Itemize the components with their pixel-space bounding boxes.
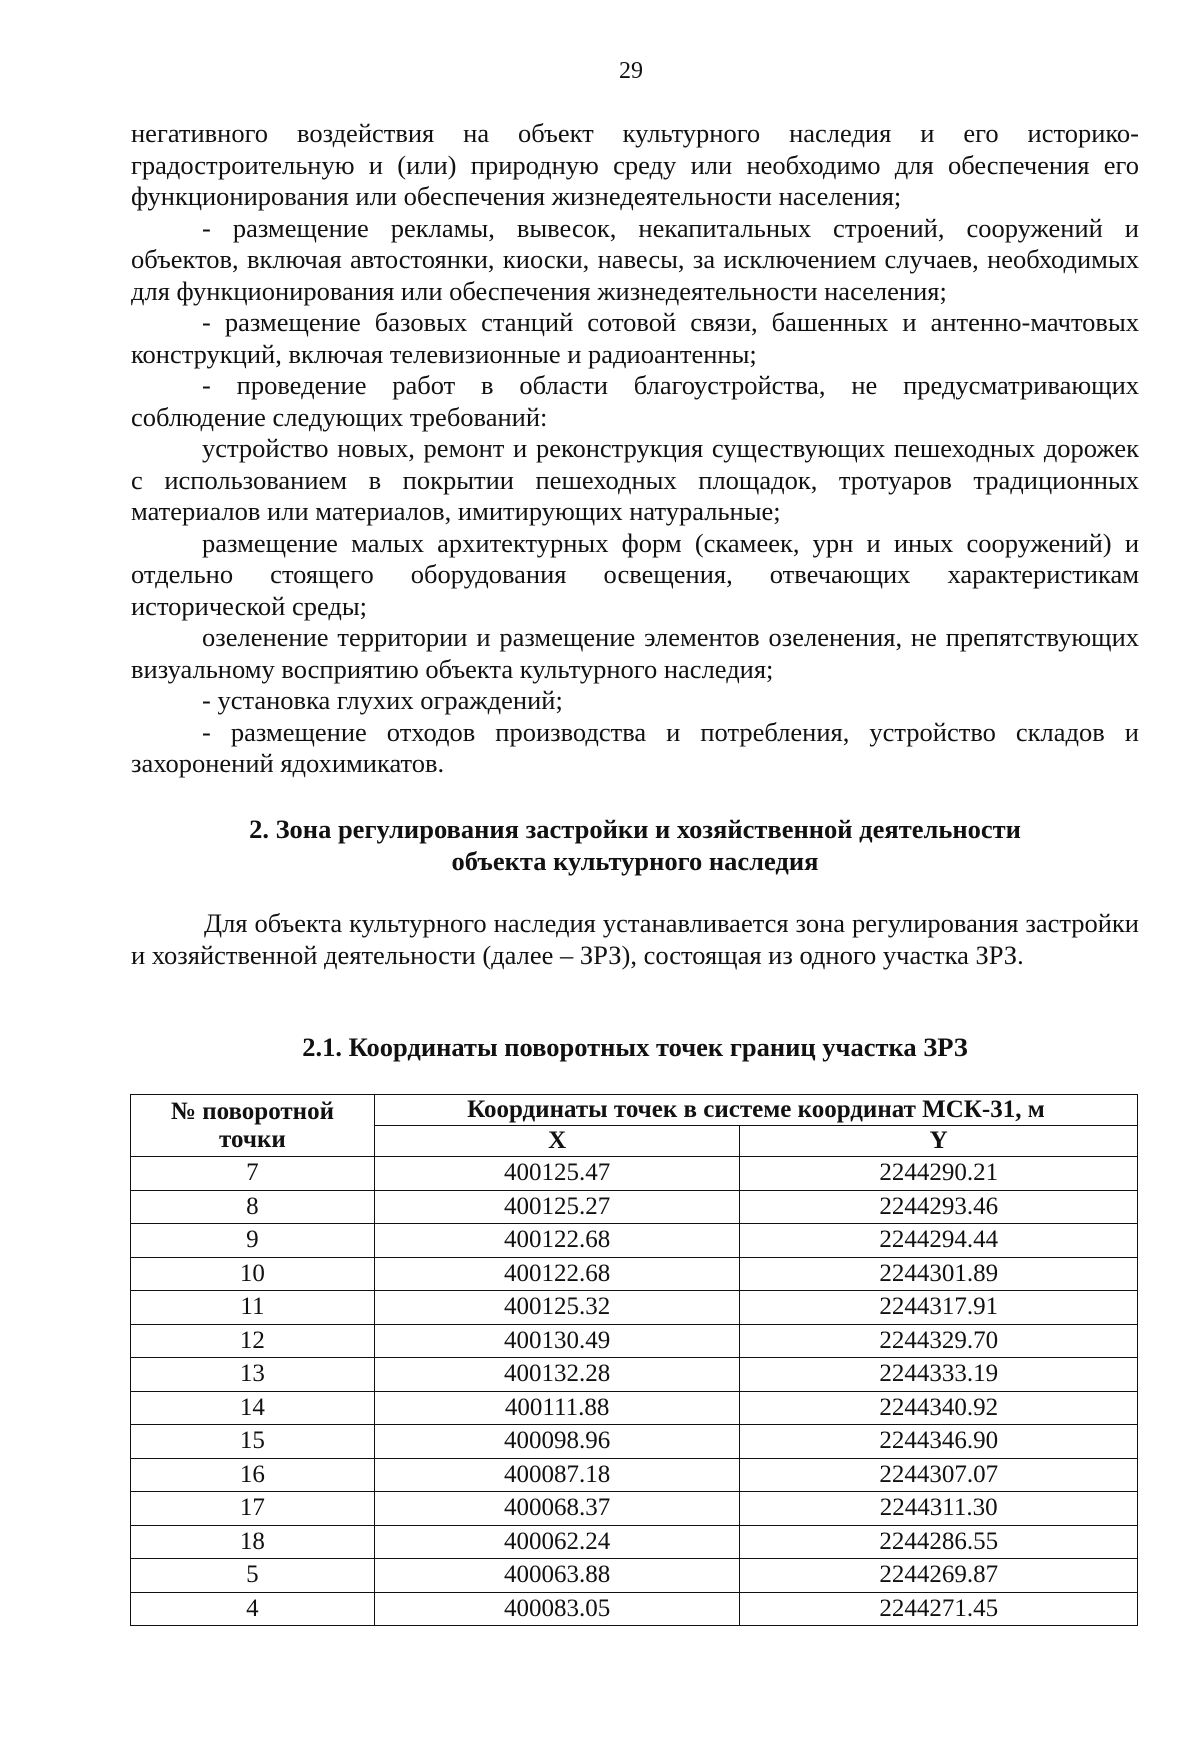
cell-point: 16 xyxy=(131,1458,375,1492)
cell-y: 2244346.90 xyxy=(740,1425,1138,1459)
cell-y: 2244333.19 xyxy=(740,1358,1138,1392)
cell-x: 400130.49 xyxy=(374,1324,740,1358)
cell-point: 12 xyxy=(131,1324,375,1358)
section-heading xyxy=(131,814,1139,877)
cell-y: 2244271.45 xyxy=(740,1592,1138,1626)
table-row xyxy=(131,1324,1138,1358)
paragraph: - размещение рекламы, вывесок, некапитальных строений, сооружений и объектов, включая автостоянки, киоски, навесы, за исключением случаев, необходимых для функционирования или обеспечения жизнедеятельности населения; xyxy=(131,212,1139,306)
table-row xyxy=(131,1559,1138,1593)
page-number: 29 xyxy=(619,58,643,84)
cell-x: 400098.96 xyxy=(374,1425,740,1459)
cell-y: 2244286.55 xyxy=(740,1525,1138,1559)
header-coordinates: Координаты точек в системе координат МСК-31, м xyxy=(374,1095,1137,1126)
cell-point: 14 xyxy=(131,1391,375,1425)
table-row xyxy=(131,1358,1138,1392)
header-point-line: № поворотной xyxy=(170,1097,334,1125)
paragraph: устройство новых, ремонт и реконструкция существующих пешеходных дорожек с использованием в покрытии пешеходных площадок, тротуаров традиционных материалов или материалов, имитирующих натуральные; xyxy=(131,433,1139,526)
cell-x: 400125.27 xyxy=(374,1190,740,1224)
section-heading-line: 2. Зона регулирования застройки и хозяйственной деятельности xyxy=(249,814,1021,844)
paragraph: - проведение работ в области благоустройства, не предусматривающих соблюдение следующих требований: xyxy=(131,370,1139,432)
table-row xyxy=(131,1592,1138,1626)
paragraph: - размещение базовых станций сотовой связи, башенных и антенно-мачтовых конструкций, включая телевизионные и радиоантенны; xyxy=(131,307,1139,369)
table-row xyxy=(131,1425,1138,1459)
cell-y: 2244340.92 xyxy=(740,1391,1138,1425)
cell-point: 15 xyxy=(131,1425,375,1459)
cell-x: 400068.37 xyxy=(374,1492,740,1526)
paragraph: - размещение отходов производства и потребления, устройство складов и захоронений ядохимикатов. xyxy=(131,716,1139,778)
cell-y: 2244301.89 xyxy=(740,1257,1138,1291)
cell-point: 9 xyxy=(131,1224,375,1258)
table-row xyxy=(131,1492,1138,1526)
paragraph: озеленение территории и размещение элементов озеленения, не препятствующих визуальному восприятию объекта культурного наследия; xyxy=(131,622,1139,684)
cell-point: 10 xyxy=(131,1257,375,1291)
cell-x: 400087.18 xyxy=(374,1458,740,1492)
table-row xyxy=(131,1391,1138,1425)
cell-y: 2244293.46 xyxy=(740,1190,1138,1224)
cell-x: 400062.24 xyxy=(374,1525,740,1559)
cell-y: 2244311.30 xyxy=(740,1492,1138,1526)
cell-point: 4 xyxy=(131,1592,375,1626)
cell-x: 400132.28 xyxy=(374,1358,740,1392)
header-y: Y xyxy=(740,1126,1138,1157)
cell-x: 400063.88 xyxy=(374,1559,740,1593)
paragraph: негативного воздействия на объект культурного наследия и его историко-градостроительную и (или) природную среду или необходимо для обеспечения его функционирования или обеспечения жизнедеятельности населения; xyxy=(131,118,1139,211)
header-point-number xyxy=(131,1095,375,1157)
paragraph: размещение малых архитектурных форм (скамеек, урн и иных сооружений) и отдельно стоящего оборудования освещения, отвечающих характеристикам исторической среды; xyxy=(131,527,1139,621)
cell-y: 2244290.21 xyxy=(740,1157,1138,1191)
cell-point: 8 xyxy=(131,1190,375,1224)
cell-y: 2244294.44 xyxy=(740,1224,1138,1258)
coordinates-table xyxy=(130,1094,1138,1626)
table-row xyxy=(131,1291,1138,1325)
cell-y: 2244329.70 xyxy=(740,1324,1138,1358)
header-x: X xyxy=(374,1126,740,1157)
cell-point: 7 xyxy=(131,1157,375,1191)
cell-x: 400083.05 xyxy=(374,1592,740,1626)
header-point-line: точки xyxy=(219,1125,286,1153)
table-row xyxy=(131,1257,1138,1291)
cell-point: 11 xyxy=(131,1291,375,1325)
zrz-paragraph: Для объекта культурного наследия устанавливается зона регулирования застройки и хозяйственной деятельности (далее – ЗРЗ), состоящая из одного участка ЗРЗ. xyxy=(131,908,1139,970)
cell-y: 2244317.91 xyxy=(740,1291,1138,1325)
cell-point: 17 xyxy=(131,1492,375,1526)
body-text xyxy=(131,118,1139,780)
paragraph: - установка глухих ограждений; xyxy=(202,685,563,715)
cell-y: 2244269.87 xyxy=(740,1559,1138,1593)
table-row xyxy=(131,1190,1138,1224)
section-heading-line: объекта культурного наследия xyxy=(451,845,819,876)
cell-point: 5 xyxy=(131,1559,375,1593)
cell-x: 400125.32 xyxy=(374,1291,740,1325)
table-header-row xyxy=(131,1095,1138,1126)
cell-x: 400122.68 xyxy=(374,1224,740,1258)
table-row xyxy=(131,1458,1138,1492)
cell-x: 400125.47 xyxy=(374,1157,740,1191)
table-row xyxy=(131,1525,1138,1559)
cell-x: 400111.88 xyxy=(374,1391,740,1425)
table-row xyxy=(131,1224,1138,1258)
table-heading: 2.1. Координаты поворотных точек границ участка ЗРЗ xyxy=(302,1032,968,1062)
cell-point: 18 xyxy=(131,1525,375,1559)
cell-y: 2244307.07 xyxy=(740,1458,1138,1492)
cell-point: 13 xyxy=(131,1358,375,1392)
table-row xyxy=(131,1157,1138,1191)
cell-x: 400122.68 xyxy=(374,1257,740,1291)
